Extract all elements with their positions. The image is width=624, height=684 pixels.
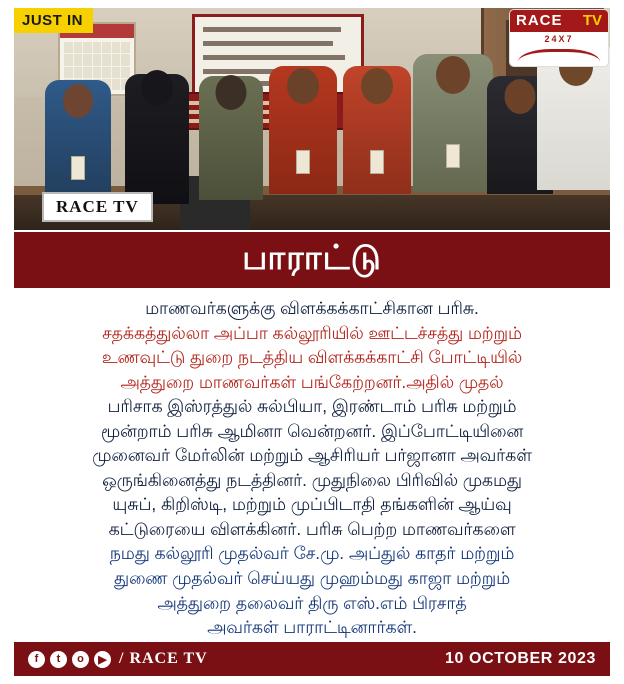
race-tv-logo: [510, 10, 608, 66]
person-6-id-card: [446, 144, 460, 168]
article-line: அத்துறை தலைவர் திரு எஸ்.எம் பிரசாத்: [157, 592, 467, 613]
person-7-head: [505, 79, 536, 114]
facebook-icon[interactable]: f: [28, 651, 45, 668]
person-5-id-card: [370, 150, 384, 174]
article-line: உணவுட்டு துறை நடத்திய விளக்கக்காட்சி போட்டியில்: [101, 347, 523, 368]
article-line: முனைவர் மேர்லின் மற்றும் ஆசிரியர் பர்ஜானா அவர்கள்: [92, 445, 532, 466]
article-body: [14, 288, 610, 646]
person-3-head: [216, 75, 247, 110]
twitter-icon[interactable]: t: [50, 651, 67, 668]
person-5-head: [361, 68, 393, 104]
footer-date: 10 OCTOBER 2023: [445, 650, 596, 667]
article-line: துணை முதல்வர் செய்யது முஹம்மது காஜா மற்றும்: [113, 568, 511, 589]
article-line: நமது கல்லூரி முதல்வர் சே.மு. அப்துல் காதர் மற்றும்: [109, 543, 515, 564]
person-6-head: [436, 56, 470, 94]
article-line: அத்துறை மாணவர்கள் பங்கேற்றனர்.அதில் முதல்: [120, 371, 504, 392]
article-line: அவர்கள் பாராட்டினார்கள்.: [207, 617, 417, 638]
footer-brand: / RACE TV: [119, 650, 208, 667]
headline-title: பாராட்டு: [242, 238, 382, 277]
person-4-id-card: [296, 150, 310, 174]
logo-race-text: RACE: [516, 12, 563, 29]
article-line: மாணவர்களுக்கு விளக்கக்காட்சிகான பரிசு.: [145, 298, 479, 318]
person-8: [534, 44, 610, 230]
person-3: [196, 76, 266, 230]
article-line: ஒருங்கினைத்து நடத்தினர். முதுநிலை பிரிவில் முகமது: [102, 469, 522, 490]
logo-swoosh-icon: [518, 49, 600, 62]
person-2-head: [141, 70, 173, 106]
article-line: பரிசாக இஸ்ரத்துல் சுல்பியா, இரண்டாம் பரிசு மற்றும்: [107, 396, 517, 417]
social-icons: [28, 651, 111, 668]
instagram-icon[interactable]: o: [72, 651, 89, 668]
article-line: மூன்றாம் பரிசு ஆமினா வென்றனர். இப்போட்டியினை: [100, 420, 524, 441]
person-4: [266, 66, 340, 230]
person-5: [340, 66, 414, 230]
article-line: சதக்கத்துல்லா அப்பா கல்லூரியில் ஊட்டச்சத்து மற்றும்: [102, 322, 522, 343]
article-line: கட்டுரையை விளக்கினர். பரிசு பெற்ற மாணவர்களை: [108, 518, 516, 539]
person-1-head: [63, 84, 93, 118]
person-4-head: [287, 68, 319, 104]
headline-banner: [14, 232, 610, 288]
logo-subtitle: 24X7: [544, 34, 574, 44]
just-in-badge: JUST IN: [14, 8, 93, 33]
article-line: யுசுப், கிறிஸ்டி, மற்றும் முப்பிடாதி தங்களின் ஆய்வு: [112, 494, 512, 515]
poster-footer: [14, 642, 610, 676]
person-1-id-card: [71, 156, 85, 180]
logo-tv-text: TV: [582, 12, 602, 29]
youtube-icon[interactable]: ▶: [94, 651, 111, 668]
channel-watermark: RACE TV: [42, 192, 153, 222]
